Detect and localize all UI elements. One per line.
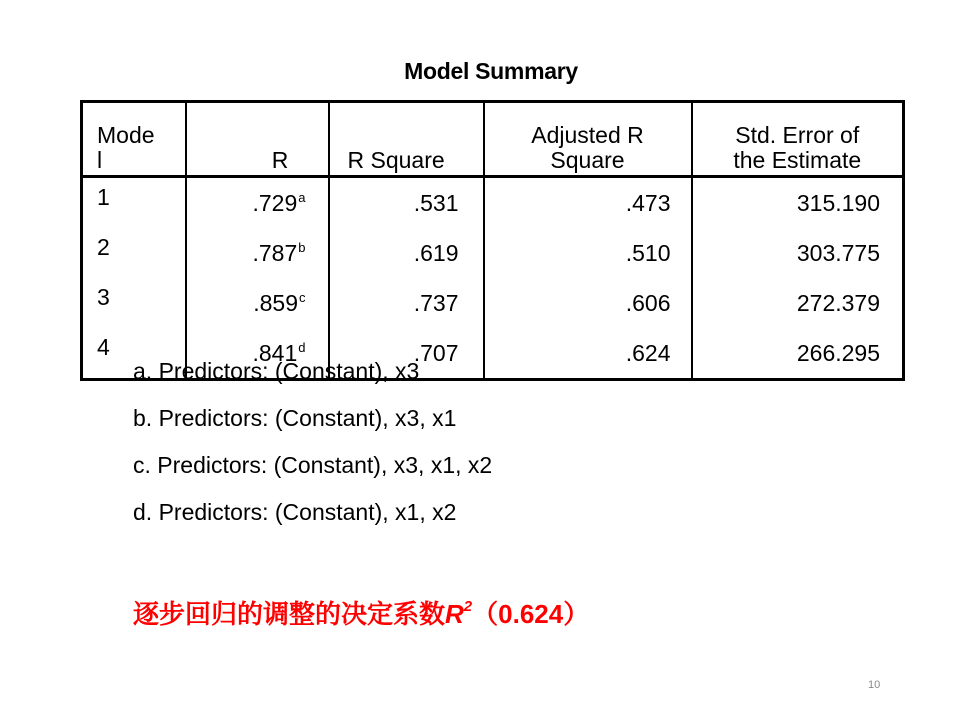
cell-r-square: .737: [329, 278, 484, 328]
cell-r-square: .707: [329, 328, 484, 380]
conclusion-label: 逐步回归的调整的决定系数: [133, 599, 446, 629]
footnote-a: a. Predictors: (Constant), x3: [133, 358, 420, 384]
model-summary-table: [80, 100, 905, 381]
header-r-square: R Square: [329, 102, 484, 177]
cell-std-error: 272.379: [692, 278, 904, 328]
table-row: [82, 177, 904, 229]
cell-model: 3: [97, 284, 110, 310]
cell-r-square: .531: [329, 177, 484, 229]
conclusion-value: （0.624）: [472, 599, 590, 629]
page-number: 10: [868, 679, 881, 691]
cell-model: 1: [97, 184, 110, 210]
footnote-marker: d: [298, 339, 306, 355]
cell-adjusted-r-square: .624: [484, 328, 692, 380]
header-std-error: Std. Error of the Estimate: [692, 102, 904, 177]
conclusion-r-letter: R: [445, 599, 464, 629]
footnote-marker: a: [298, 189, 306, 205]
cell-r: .859$^c$: [186, 278, 329, 328]
footnote-d: d. Predictors: (Constant), x1, x2: [133, 499, 457, 525]
cell-adjusted-r-square: .510: [484, 228, 692, 278]
cell-std-error: 315.190: [692, 177, 904, 229]
cell-r: .841$^d$: [186, 328, 329, 380]
table-header-row: [82, 102, 904, 177]
header-r: R: [186, 102, 329, 177]
footnote-b: b. Predictors: (Constant), x3, x1: [133, 405, 457, 431]
cell-std-error: 303.775: [692, 228, 904, 278]
table-title: Model Summary: [404, 58, 578, 84]
footnotes: [133, 354, 492, 542]
cell-adjusted-r-square: .473: [484, 177, 692, 229]
footnote-marker: c: [299, 289, 306, 305]
cell-std-error: 266.295: [692, 328, 904, 380]
cell-model: 2: [97, 234, 110, 260]
footnote-c: c. Predictors: (Constant), x3, x1, x2: [133, 452, 493, 478]
cell-adjusted-r-square: .606: [484, 278, 692, 328]
cell-r: .787$^b$: [186, 228, 329, 278]
conclusion-r-exponent: 2: [463, 598, 473, 615]
cell-r: .729$^a$: [186, 177, 329, 229]
header-model: Mode l: [82, 102, 186, 177]
cell-model: 4: [97, 334, 110, 360]
table-row: [82, 278, 904, 328]
cell-r-square: .619: [329, 228, 484, 278]
header-adjusted-r-square: Adjusted R Square: [484, 102, 692, 177]
conclusion-text: [133, 594, 589, 631]
footnote-marker: b: [298, 239, 306, 255]
table-row: [82, 228, 904, 278]
